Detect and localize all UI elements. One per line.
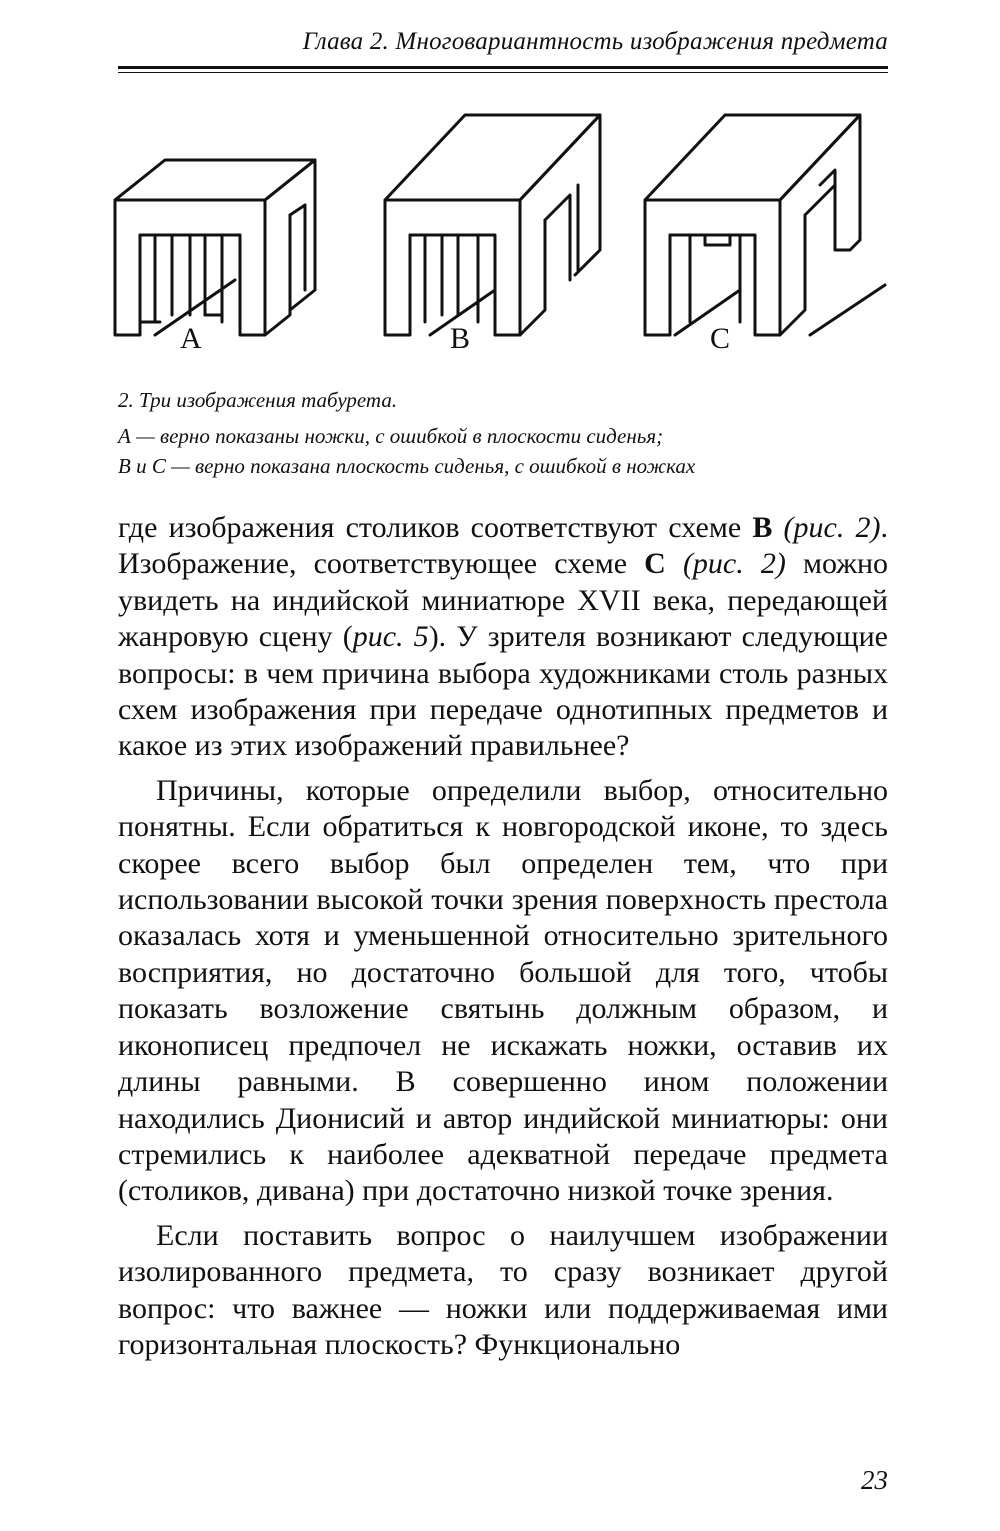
stool-figure	[100, 90, 900, 370]
p1-start: где изображения столиков соответствуют схеме	[118, 511, 753, 544]
paragraph-3: Если поставить вопрос о наилучшем изображении изолированного предмета, то сразу возникает другой вопрос: что важнее — ножки или поддерживаемая ими горизонтальная плоскость? Функционально	[118, 1218, 888, 1361]
figure-caption	[118, 385, 888, 481]
stool-b	[385, 115, 600, 355]
paragraph-1	[118, 510, 888, 765]
p1-scheme-b: В	[752, 511, 773, 544]
label-c: C	[710, 322, 731, 355]
caption-title: 2. Три изображения табурета.	[118, 388, 398, 412]
p1-figure-ref-3: рис. 5	[352, 620, 429, 654]
p1-end: ). У зрителя возникают следующие вопросы: в чем причина выбора художниками столь разных схем изображения при передаче однотипных предметов и какое из этих изображений правильнее?	[118, 620, 888, 763]
stool-a	[115, 160, 315, 355]
p1-mid2: можно увидеть на индийской миниатюре XVII века, передающей жанровую сцену (	[118, 547, 888, 654]
stool-c	[645, 115, 885, 355]
caption-line-a: А — верно показаны ножки, с ошибкой в плоскости сиденья;	[118, 424, 664, 448]
p1-figure-ref-1: (рис. 2)	[772, 511, 881, 544]
p1-figure-ref-2: (рис. 2)	[665, 547, 786, 581]
running-head: Глава 2. Многовариантность изображения предмета	[302, 28, 888, 55]
label-b: B	[450, 322, 471, 355]
p1-mid: . Изображение, соответствующее схеме	[118, 511, 888, 581]
p1-scheme-c: С	[644, 547, 666, 581]
paragraph-2: Причины, которые определили выбор, относительно понятны. Если обратиться к новгородской иконе, то здесь скорее всего выбор был определен тем, что при использовании высокой точки зрения поверхность престола оказалась хотя и уменьшенной относительно зрительного восприятия, но достаточно большой для того, чтобы показать возложение святынь должным образом, и иконописец предпочел не искажать ножки, оставив их длины равными. В совершенно ином положении находились Дионисий и автор индийской миниатюры: они стремились к наиболее адекватной передаче предмета (столиков, дивана) при достаточно низкой точке зрения.	[118, 773, 888, 1208]
header-rule-thin	[118, 72, 888, 73]
body-text	[118, 510, 888, 1363]
label-a: A	[180, 322, 202, 355]
header-rule-thick	[118, 66, 888, 69]
caption-line-bc: В и С — верно показана плоскость сиденья, с ошибкой в ножках	[118, 454, 696, 478]
page-number: 23	[861, 1465, 888, 1495]
